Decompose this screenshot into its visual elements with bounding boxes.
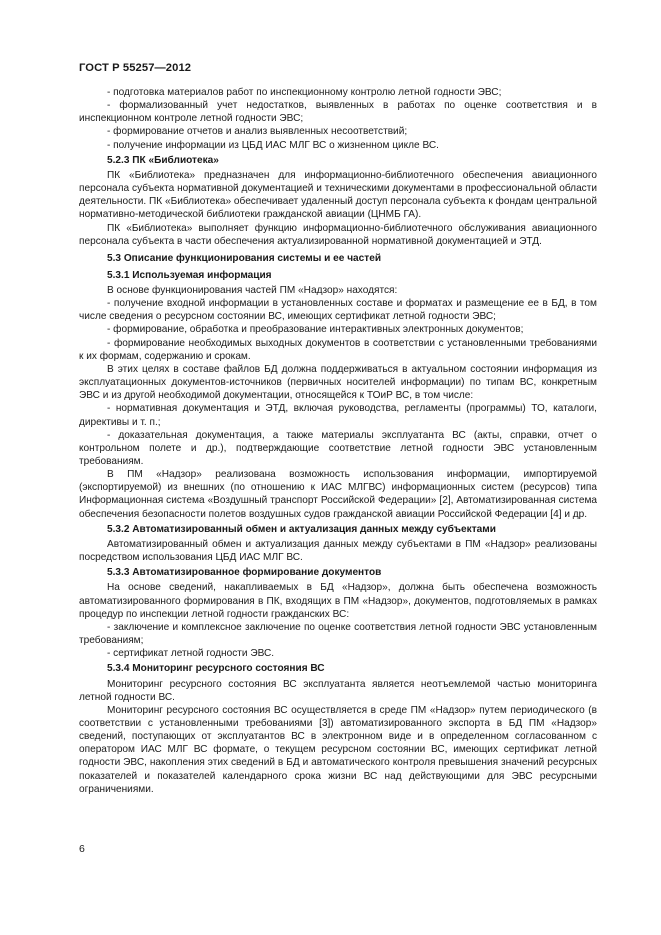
body-text: [79, 86, 597, 796]
paragraph: ПК «Библиотека» выполняет функцию информационно-библиотечного обслуживания авиационного персонала субъекта в части обеспечения актуализированной нормативной документацией и ЭТД.: [79, 222, 597, 247]
section-heading-5-3-3: 5.3.3 Автоматизированное формирование документов: [107, 567, 382, 579]
section-heading-5-2-3: 5.2.3 ПК «Библиотека»: [107, 154, 219, 166]
list-item: - получение входной информации в установленных составе и форматах и размещение ее в БД, в том числе сведения о ресурсном состоянии ВС, имеющих сертификат летной годности ЭВС;: [79, 298, 597, 323]
paragraph: Автоматизированный обмен и актуализация данных между субъектами в ПМ «Надзор» реализованы посредством использования ЦБД ИАС МЛГ ВС.: [79, 538, 597, 564]
paragraph: В ПМ «Надзор» реализована возможность использования информации, импортируемой (экспортируемой) из внешних (по отношению к ИАС МЛГВС) информационных систем (ресурсов) типа Информационная система «Воздушный транспорт Российской Федерации» [2], Автоматизированная система обеспечения безопасности полетов воздушных судов гражданской авиации Российской Федерации [4] и др.: [79, 469, 597, 520]
list-item: - формирование необходимых выходных документов в соответствии с установленными требованиями к их формам, содержанию и срокам.: [79, 337, 597, 362]
list-item: - нормативная документация и ЭТД, включая руководства, регламенты (программы) ТО, каталоги, директивы и т. п.;: [79, 403, 597, 428]
standard-designation: ГОСТ Р 55257—2012: [79, 62, 192, 74]
list-item: - получение информации из ЦБД ИАС МЛГ ВС о жизненном цикле ВС.: [107, 139, 439, 151]
section-heading-5-3-1: 5.3.1 Используемая информация: [107, 269, 272, 281]
paragraph: Мониторинг ресурсного состояния ВС эксплуатанта является неотъемлемой частью мониторинга летной годности ВС.: [79, 678, 597, 703]
paragraph: В основе функционирования частей ПМ «Надзор» находятся:: [107, 284, 398, 296]
paragraph: В этих целях в составе файлов БД должна поддерживаться в актуальном состоянии информация из эксплуатационных документов-источников (первичных носителей информации) по типам ВС, конкретным ЭВС и из другой необходимой документации, относящейся к ТОиР ВС, в том числе:: [79, 363, 597, 402]
page-number: 6: [79, 843, 85, 855]
section-heading-5-3-4: 5.3.4 Мониторинг ресурсного состояния ВС: [107, 663, 325, 675]
section-heading-5-3: 5.3 Описание функционирования системы и ее частей: [107, 252, 382, 264]
list-item: - доказательная документация, а также материалы эксплуатанта ВС (акты, справки, отчет о контрольном полете и др.), подтверждающие соответствие летной годности ЭВС установленным требованиям.: [79, 429, 597, 467]
list-item: - подготовка материалов работ по инспекционному контролю летной годности ЭВС;: [107, 87, 502, 98]
list-item: - формирование, обработка и преобразование интерактивных электронных документов;: [107, 324, 524, 336]
list-item: - формализованный учет недостатков, выявленных в работах по оценке соответствия и в инспекционном контроле летной годности ЭВС;: [79, 100, 597, 125]
section-heading-5-3-2: 5.3.2 Автоматизированный обмен и актуализация данных между субъектами: [107, 523, 496, 535]
list-item: - заключение и комплексное заключение по оценке соответствия летной годности ЭВС установленным требованиям;: [79, 621, 597, 647]
paragraph: ПК «Библиотека» предназначен для информационно-библиотечного обеспечения авиационного персонала субъекта нормативной документацией и техническими документами в профессиональной области деятельности. ПК «Библиотека» обеспечивает удаленный доступ персонала субъекта к фондам центральной нормативно-методической библиотеки гражданской авиации (ЦНМБ ГА).: [79, 169, 597, 221]
paragraph: Мониторинг ресурсного состояния ВС осуществляется в среде ПМ «Надзор» путем периодического (в соответствии с установленными требованиями [3]) автоматизированного экспорта в БД ПМ «Надзор» сведений, поступающих от эксплуатантов ВС в электронном виде и в определенном согласованном с оператором ИАС МЛГ ВС формате, о текущем ресурсном состоянии ВС, имеющих сертификат летной годности ЭВС, накопления этих сведений в БД и автоматического контроля превышения значений ресурсных показателей и показателей календарного срока жизни ВС над действующими для ЭВС ресурсными ограничениями.: [79, 704, 597, 795]
list-item: - сертификат летной годности ЭВС.: [107, 648, 275, 660]
list-item: - формирование отчетов и анализ выявленных несоответствий;: [107, 126, 408, 138]
paragraph: На основе сведений, накапливаемых в БД «Надзор», должна быть обеспечена возможность автоматизированного формирования в ПК, входящих в ПМ «Надзор», документов, подготовляемых в рамках процедур по инспекции летной годности гражданских ВС:: [79, 582, 597, 620]
